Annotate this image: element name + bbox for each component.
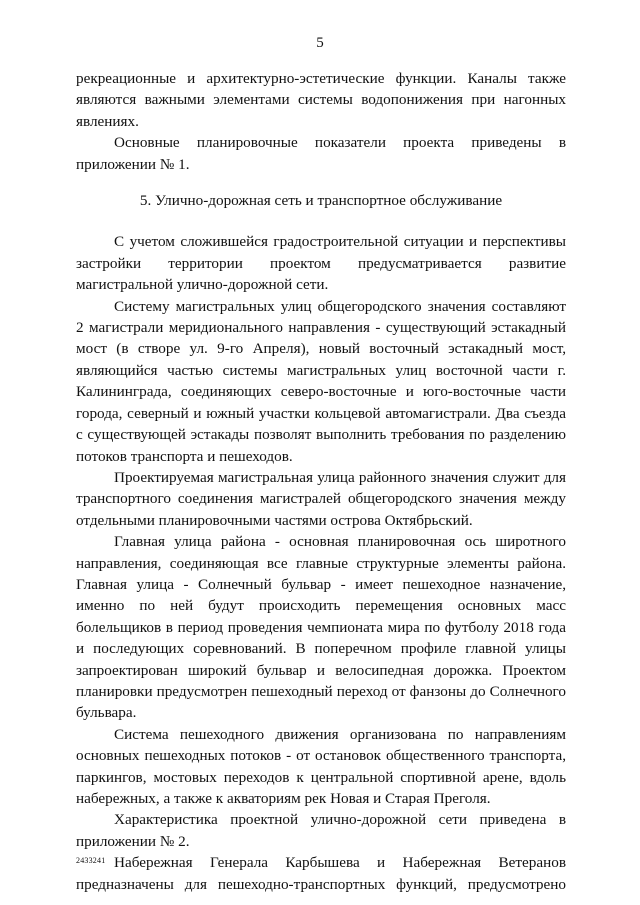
document-id: 2433241 [76, 856, 106, 865]
paragraphs-before [76, 68, 566, 175]
document-body [76, 68, 566, 895]
paragraph: Система пешеходного движения организована по направлениям основных пешеходных потоков - от остановок общественного транспорта, паркингов, мостовых переходов к центральной спортивной арене, вдоль набережных, а также к акваториям рек Новая и Старая Преголя. [76, 725, 566, 807]
paragraph: Характеристика проектной улично-дорожной сети приведена в приложении № 2. [76, 811, 566, 850]
section-heading: 5. Улично-дорожная сеть и транспортное обслуживание [139, 192, 503, 210]
paragraph: Проектируемая магистральная улица районного значения служит для транспортного соединения магистралей общегородского значения между отдельными планировочными частями острова Октябрьский. [76, 468, 566, 529]
paragraph: Систему магистральных улиц общегородского значения составляют 2 магистрали меридионального направления - существующий эстакадный мост (в створе ул. 9-го Апреля), новый восточный эстакадный мост, являющийся частью системы магистральных улиц восточной части г. Калининграда, соединяющих северо-восточные и юго-восточные части города, северный и южный участки кольцевой автомагистрали. Два съезда с существующей эстакады позволят выполнить требования по разделению потоков транспорта и пешеходов. [76, 297, 566, 465]
paragraph: Главная улица района - основная планировочная ось широтного направления, соединяющая все главные структурные элементы района. Главная улица - Солнечный бульвар - имеет пешеходное назначение, именно по ней будут происходить перемещения основных масс болельщиков в период проведения чемпионата мира по футболу 2018 года и последующих соревнований. В поперечном профиле главной улицы запроектирован широкий бульвар и велосипедная дорожка. Проектом планировки предусмотрен пешеходный переход от фанзоны до Солнечного бульвара. [76, 533, 566, 722]
page-number: 5 [316, 35, 324, 51]
paragraphs-after [76, 231, 566, 895]
paragraph: рекреационные и архитектурно-эстетические функции. Каналы также являются важными элементами системы водопонижения при нагонных явлениях. [76, 70, 566, 130]
paragraph: С учетом сложившейся градостроительной ситуации и перспективы застройки территории проектом предусматривается развитие магистральной улично-дорожной сети. [76, 233, 566, 294]
paragraph: Набережная Генерала Карбышева и Набережная Ветеранов предназначены для пешеходно-транспортных функций, предусмотрено [76, 854, 566, 893]
paragraph: Основные планировочные показатели проекта приведены в приложении № 1. [76, 134, 566, 173]
